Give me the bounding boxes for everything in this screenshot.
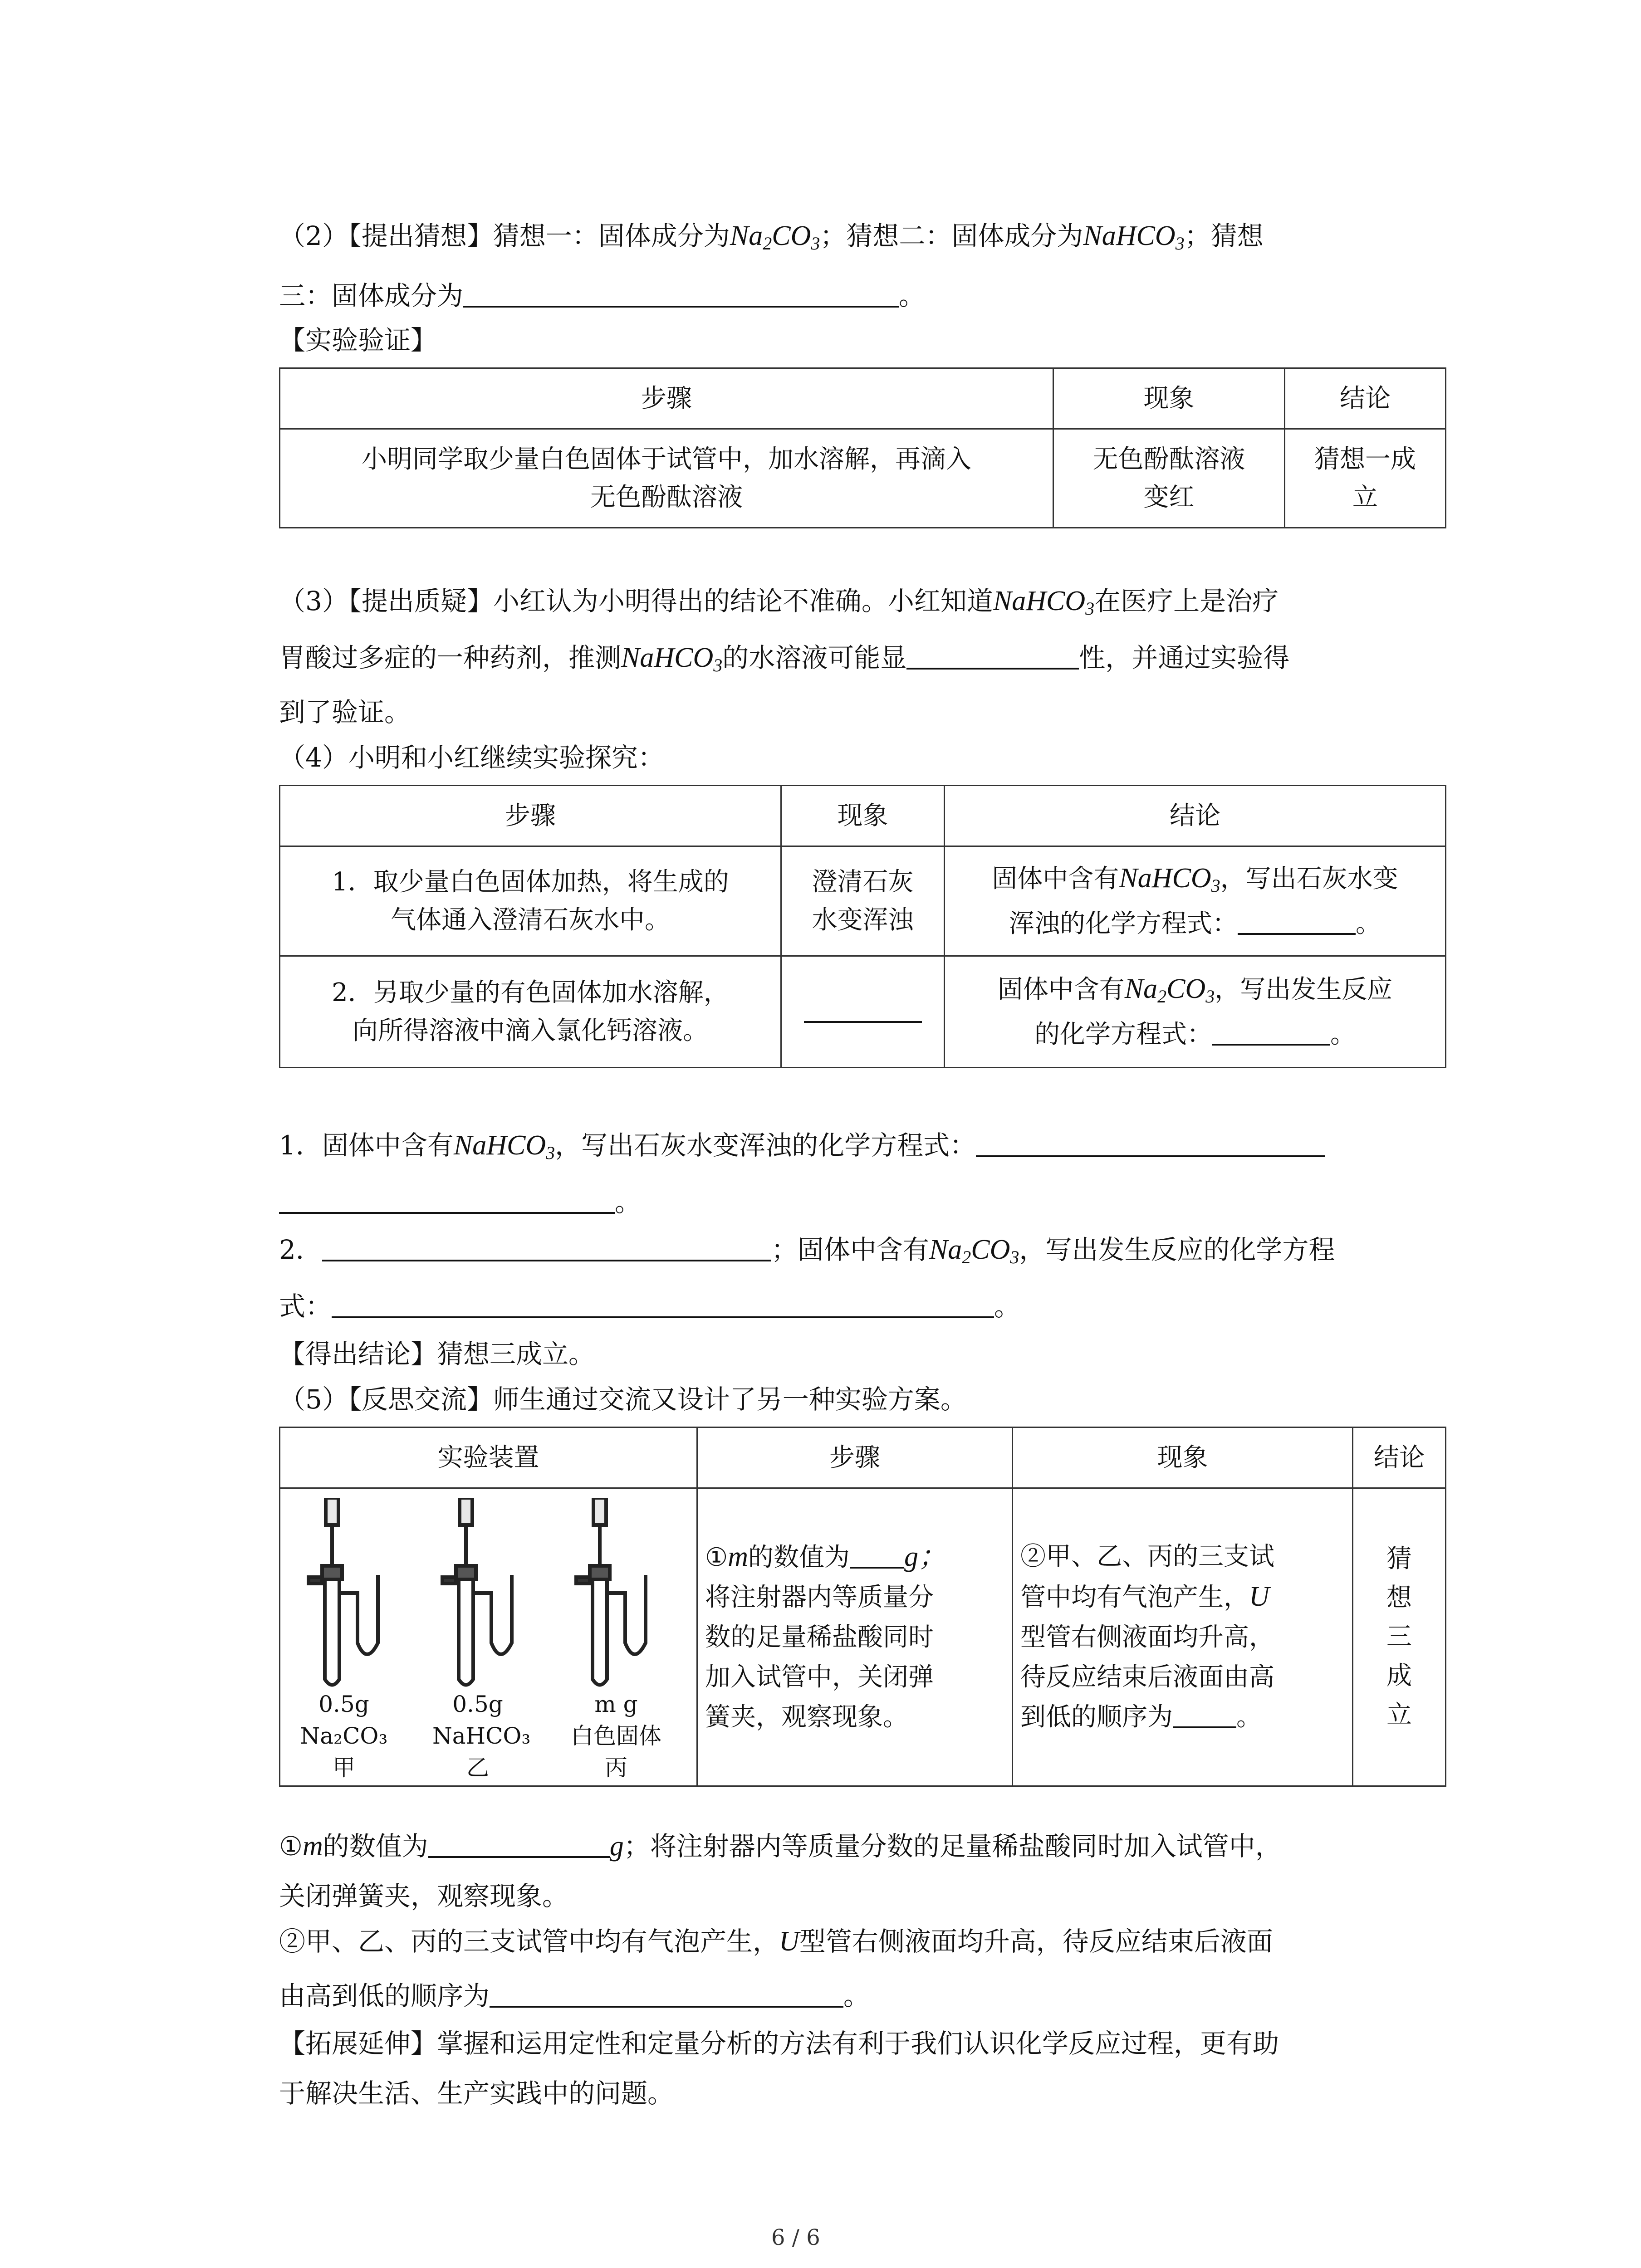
row2-phenomenon	[781, 956, 945, 1068]
section-heading-verify: 【实验验证】	[279, 325, 437, 356]
answer-blank[interactable]	[906, 642, 1079, 670]
header-step: 步骤	[697, 1427, 1013, 1488]
apparatus-b	[442, 1498, 512, 1685]
row2-step: 2．另取少量的有色固体加水溶解， 向所得溶液中滴入氯化钙溶液。	[280, 956, 781, 1068]
phenomenon-cell: 无色酚酞溶液 变红	[1053, 429, 1285, 528]
extension-line1: 【拓展延伸】掌握和运用定性和定量分析的方法有利于我们认识化学反应过程，更有助	[279, 2028, 1279, 2059]
answer1-line1: 1．固体中含有NaHCO$_3$，写出石灰水变浑浊的化学方程式：	[279, 1127, 1325, 1171]
step-cell: 小明同学取少量白色固体于试管中，加水溶解，再滴入 无色酚酞溶液	[280, 429, 1053, 528]
header-conclusion: 结论	[945, 786, 1446, 846]
explore-table	[279, 785, 1446, 1068]
answer-blank[interactable]	[322, 1234, 771, 1261]
page-number: 6 / 6	[771, 2225, 820, 2250]
final1-line2: 关闭弹簧夹，观察现象。	[279, 1881, 569, 1911]
apparatus-cell	[280, 1488, 697, 1786]
q4-title: （4）小明和小红继续实验探究：	[279, 742, 664, 773]
q2-line2: 三：固体成分为 。	[279, 280, 926, 311]
q2-line1: （2）【提出猜想】猜想一：固体成分为$Na_2CO_3$；猜想二：固体成分为NaHCO$_3$；猜想	[279, 220, 1264, 254]
apparatus-illustration	[280, 1498, 698, 1697]
design-table	[279, 1427, 1446, 1787]
row2-conclusion: 固体中含有$Na_2CO_3$，写出发生反应 的化学方程式： 。	[945, 956, 1446, 1068]
row1-phenomenon: 澄清石灰 水变浑浊	[781, 846, 945, 956]
apparatus-a	[309, 1498, 378, 1685]
answer-blank[interactable]	[804, 996, 922, 1023]
formula-na2co3: $Na_2CO_3$	[730, 220, 820, 254]
answer-blank[interactable]	[1173, 1701, 1236, 1728]
answer-blank[interactable]	[850, 1541, 904, 1569]
extension-line2: 于解决生活、生产实践中的问题。	[279, 2078, 674, 2109]
answer-blank[interactable]	[332, 1291, 994, 1318]
row1-step: 1．取少量白色固体加热，将生成的 气体通入澄清石灰水中。	[280, 846, 781, 956]
tube-label-b: 0.5g NaHCO₃ 乙	[432, 1691, 531, 1781]
answer-blank[interactable]	[428, 1831, 610, 1858]
answer-blank[interactable]	[490, 1980, 843, 2008]
row1-conclusion: 固体中含有NaHCO$_3$，写出石灰水变 浑浊的化学方程式： 。	[945, 846, 1446, 956]
answer2-line1: 2． ；固体中含有$Na_2CO_3$，写出发生反应的化学方程	[279, 1234, 1335, 1267]
q5-title: （5）【反思交流】师生通过交流又设计了另一种实验方案。	[279, 1384, 967, 1415]
final2-line2: 由高到低的顺序为 。	[279, 1980, 870, 2011]
header-conclusion: 结论	[1285, 368, 1446, 429]
phenomenon-cell: ②甲、乙、丙的三支试 管中均有气泡产生，U 型管右侧液面均升高， 待反应结束后液面由高 到低的顺序为 。	[1013, 1488, 1353, 1786]
header-step: 步骤	[280, 368, 1053, 429]
apparatus-c	[576, 1498, 646, 1685]
q3-line1: （3）【提出质疑】小红认为小明得出的结论不准确。小红知道NaHCO$_3$在医疗上是治疗	[279, 586, 1279, 619]
q3-line3: 到了验证。	[279, 697, 411, 728]
answer-blank[interactable]	[1212, 1018, 1330, 1046]
conclusion-cell: 猜 想 三 成 立	[1353, 1488, 1446, 1786]
conclusion-cell: 猜想一成 立	[1285, 429, 1446, 528]
final1-line1: ①m的数值为 g；将注射器内等质量分数的足量稀盐酸同时加入试管中，	[279, 1831, 1282, 1862]
header-step: 步骤	[280, 786, 781, 846]
step-cell: ①m的数值为 g； 将注射器内等质量分 数的足量稀盐酸同时 加入试管中，关闭弹 簧夹，观察现象。	[697, 1488, 1013, 1786]
answer-blank[interactable]	[463, 280, 899, 308]
formula-nahco3: NaHCO$_3$	[1083, 220, 1185, 254]
answer2-line2: 式： 。	[279, 1291, 1021, 1322]
answer1-line2: 。	[279, 1184, 641, 1220]
answer-blank[interactable]	[976, 1130, 1325, 1157]
answer-blank[interactable]	[1238, 908, 1356, 935]
header-apparatus: 实验装置	[280, 1427, 697, 1488]
q3-line2: 胃酸过多症的一种药剂，推测NaHCO$_3$的水溶液可能显 性，并通过实验得	[279, 642, 1290, 675]
tube-label-c: m g 白色固体 丙	[571, 1691, 661, 1781]
header-conclusion: 结论	[1353, 1427, 1446, 1488]
header-phenomenon: 现象	[1053, 368, 1285, 429]
answer-blank[interactable]	[279, 1187, 615, 1214]
header-phenomenon: 现象	[781, 786, 945, 846]
verify-table	[279, 367, 1446, 528]
final2-line1: ②甲、乙、丙的三支试管中均有气泡产生，U型管右侧液面均升高，待反应结束后液面	[279, 1926, 1273, 1957]
tube-label-a: 0.5g Na₂CO₃ 甲	[300, 1691, 388, 1781]
header-phenomenon: 现象	[1013, 1427, 1353, 1488]
conclusion-line: 【得出结论】猜想三成立。	[279, 1339, 595, 1369]
